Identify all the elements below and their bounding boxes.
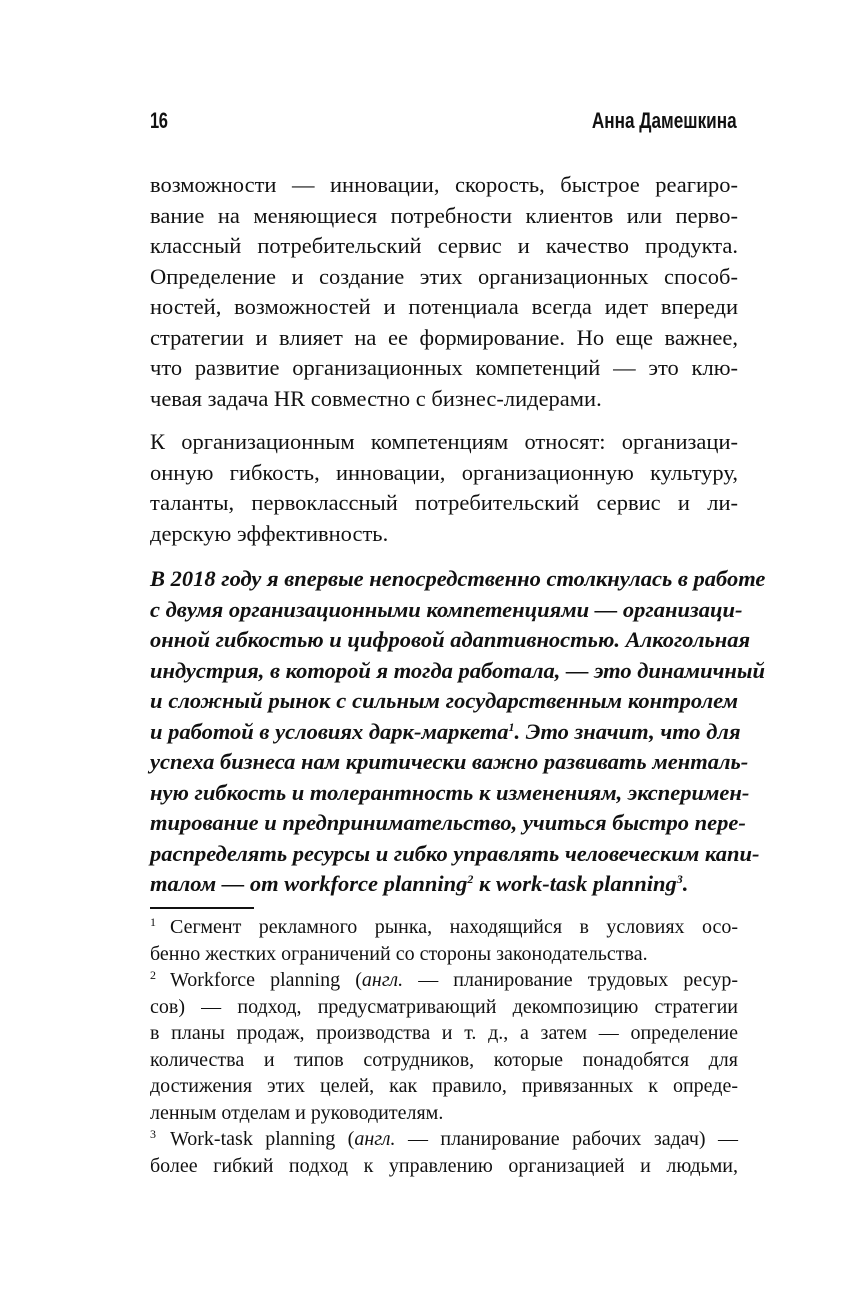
footnote-1 [150,914,738,941]
text-line: распределять ресурсы и гибко управлять человеческим капи- [150,840,760,866]
running-head-author: Анна Дамешкина [592,108,737,133]
footnote-line: в планы продаж, производства и т. д., а затем — определение [150,1022,738,1044]
footnote-number: 2 [150,968,156,982]
footnote-ref-3[interactable]: 3 [676,872,683,886]
footnote-line: достижения этих целей, как правило, привязанных к опреде- [150,1075,738,1097]
footnote-line: сов) — подход, предусматривающий декомпозицию стратегии [150,995,738,1018]
footnote-number: 1 [150,915,156,929]
text-line: ную гибкость и толерантность к изменениям, эксперимен- [150,779,750,805]
footnote-text: — планирование трудовых ресур- [403,969,738,991]
footnote-line: более гибкий подход к управлению организацией и людьми, [150,1154,738,1177]
text-line: тирование и предпринимательство, учиться быстро пере- [150,810,746,835]
text-line: индустрия, в которой я тогда работала, — это динамичный [150,657,766,683]
footnote-number: 3 [150,1127,156,1141]
text-line: классный потребительский сервис и качество продукта. [150,233,738,258]
footnote-ref-1[interactable]: 1 [508,719,515,734]
text-segment: . [682,871,689,896]
text-segment: к work-task planning [473,871,677,896]
footnote-text-italic: англ. [361,969,404,991]
footnote-line: бенно жестких ограничений со стороны законодательства. [150,942,648,965]
text-line: Определение и создание этих организационных способ- [150,263,738,289]
text-line: онную гибкость, инновации, организационную культуру, [150,459,738,485]
text-line: с двумя организационными компетенциями — организаци- [150,596,743,622]
footnote-3 [150,1126,738,1153]
text-segment: талом — от workforce planning [150,871,468,896]
text-line: возможности — инновации, скорость, быстрое реагиро- [150,172,738,197]
text-line: чевая задача HR совместно с бизнес-лидерами. [150,385,602,411]
text-line: В 2018 году я впервые непосредственно столкнулась в работе [150,566,766,591]
text-line [150,869,738,900]
text-line: К организационным компетенциям относят: организаци- [150,429,738,454]
text-line: дерскую эффективность. [150,520,389,546]
text-line: стратегии и влияет на ее формирование. Но еще важнее, [150,324,738,350]
text-line [150,717,741,748]
footnote-text: Сегмент рекламного рынка, находящийся в условиях осо- [170,916,738,938]
footnote-ref-2[interactable]: 2 [467,872,474,886]
footnote-2 [150,967,738,994]
footnote-line: количества и типов сотрудников, которые понадобятся для [150,1048,738,1071]
text-line: ностей, возможностей и потенциала всегда идет впереди [150,294,738,319]
page-number: 16 [150,108,168,133]
text-segment: . Это значит, что для [514,718,741,744]
footnote-text-italic: англ. [354,1128,396,1150]
text-line: онной гибкостью и цифровой адаптивностью. Алкогольная [150,627,751,652]
text-line: что развитие организационных компетенций — это клю- [150,355,738,380]
text-segment: и работой в условиях дарк-маркета [150,718,509,744]
text-line: вание на меняющиеся потребности клиентов или перво- [150,202,738,228]
footnotes [150,914,738,1179]
paragraph-2 [150,427,738,549]
page-header [150,108,737,138]
text-line: успеха бизнеса нам критически важно развивать менталь- [150,749,749,774]
footnote-text: — планирование рабочих задач) — [395,1128,738,1150]
paragraph-3-italic-case [150,564,766,900]
text-line: и сложный рынок с сильным государственным контролем [150,688,738,713]
footnote-text: Work-task planning ( [170,1128,355,1150]
footnote-divider [150,907,254,909]
footnote-text: Workforce planning ( [170,969,362,991]
paragraph-1 [150,170,738,414]
footnote-line: ленным отделам и руководителям. [150,1101,444,1124]
text-line: таланты, первоклассный потребительский сервис и ли- [150,490,738,515]
